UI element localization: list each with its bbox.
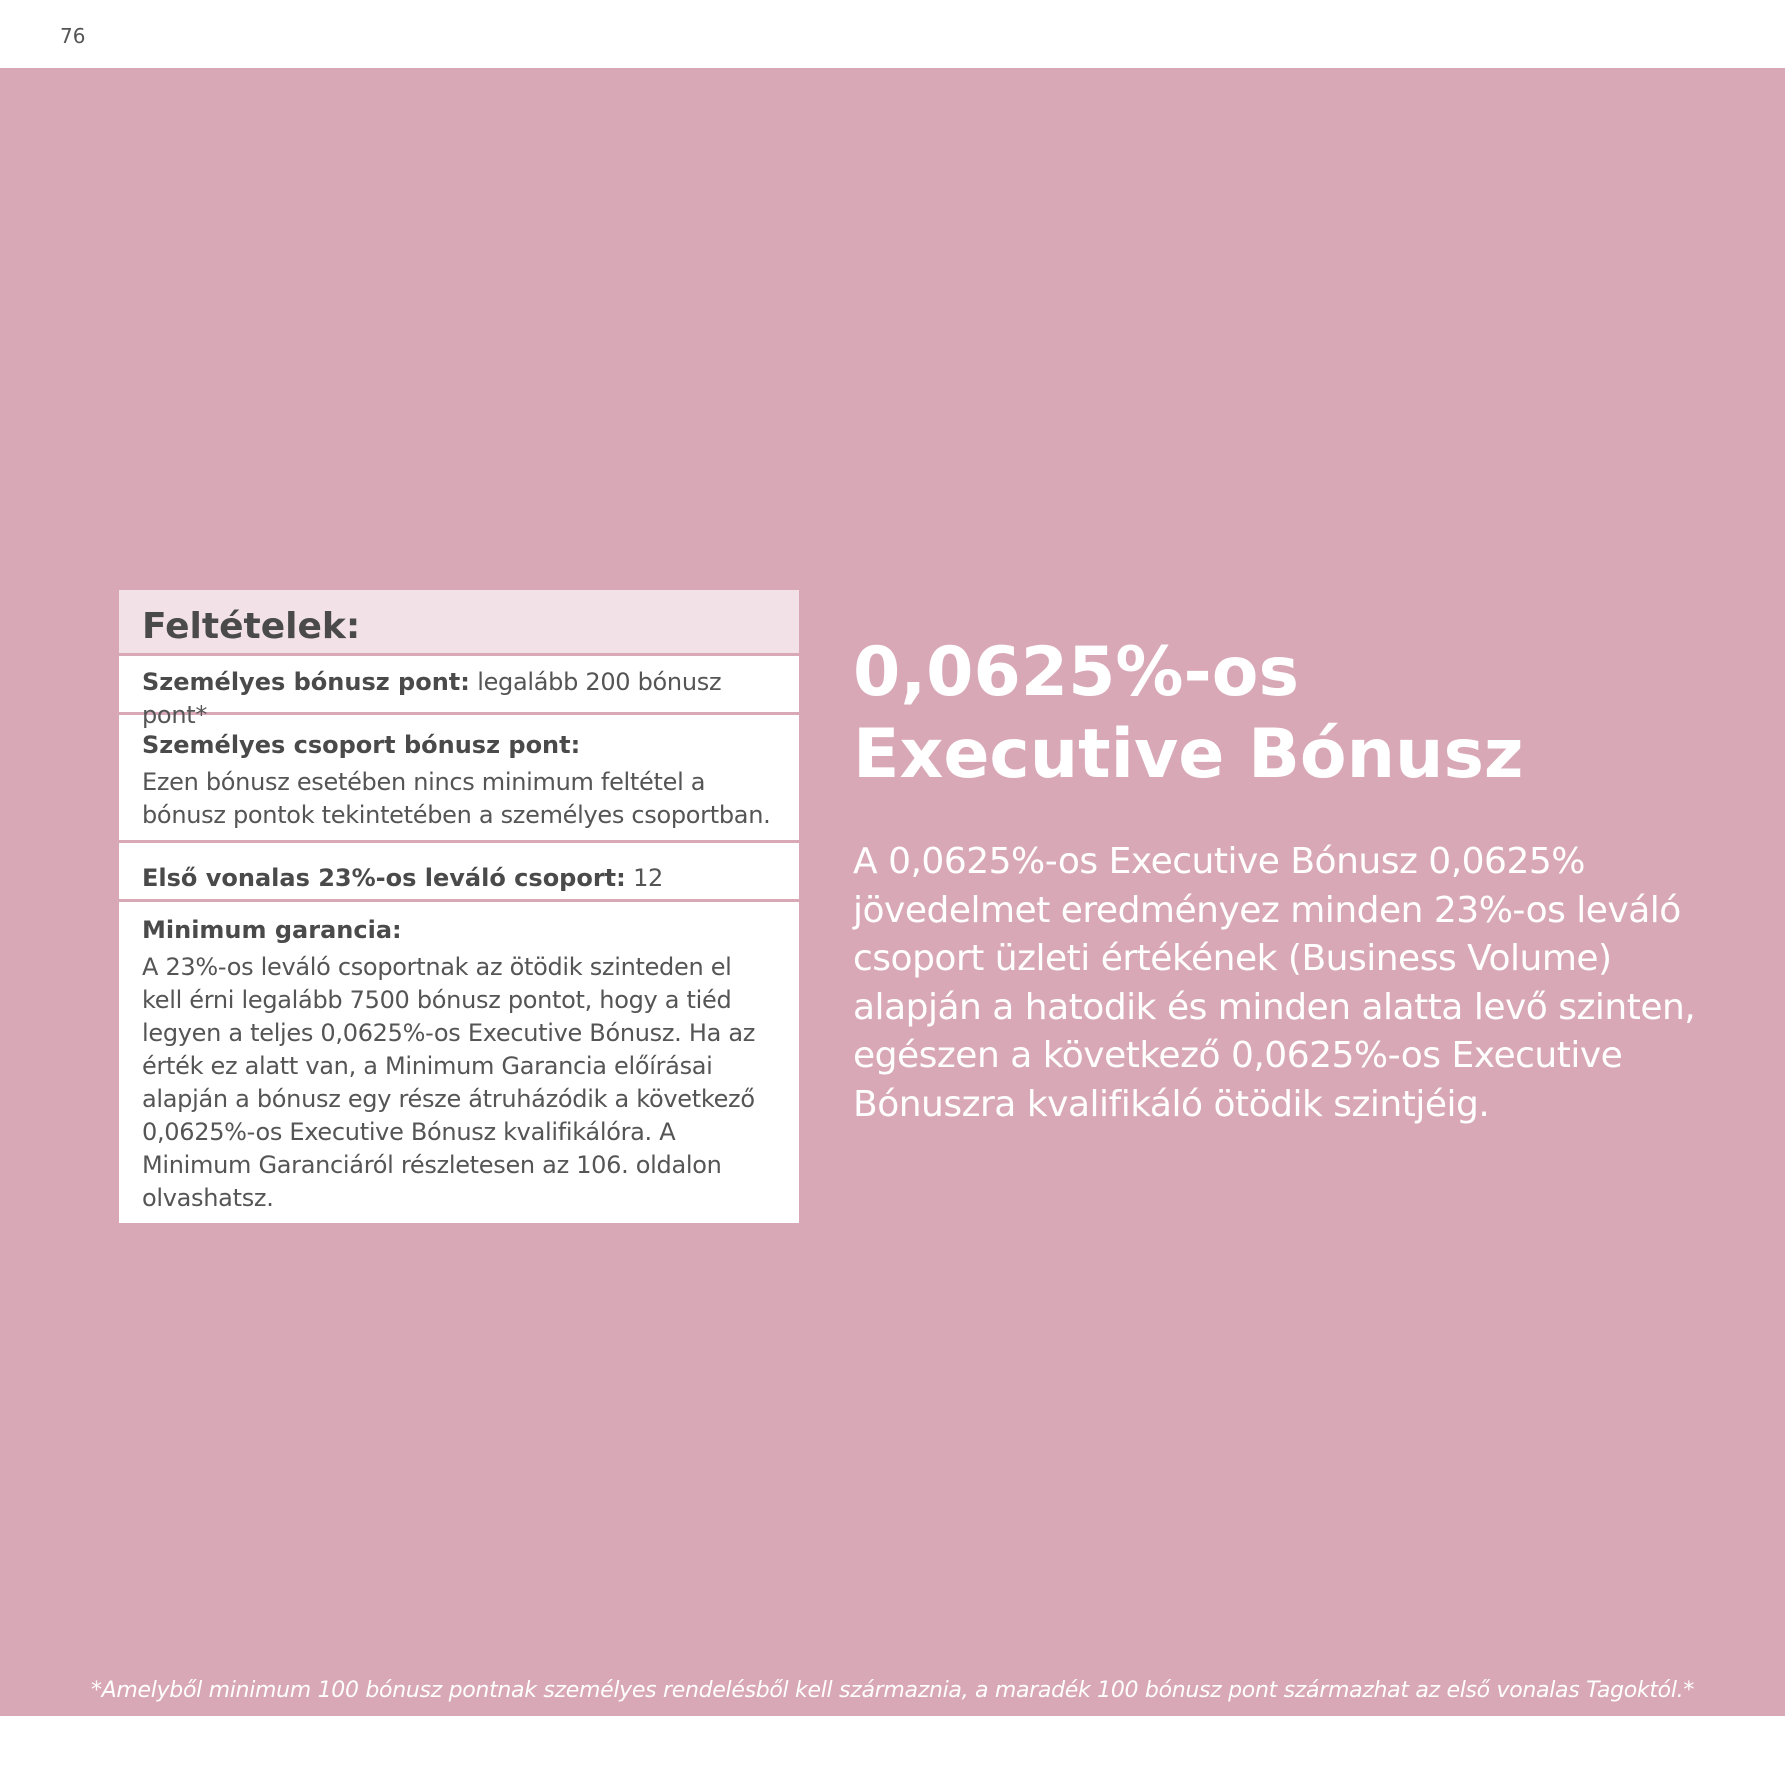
page-number: 76: [60, 24, 86, 48]
group-points-text: Ezen bónusz esetében nincs minimum feltétel a bónusz pontok tekintetében a személyes csoportban.: [142, 768, 771, 829]
conditions-header: [119, 590, 799, 656]
conditions-title: Feltételek:: [142, 606, 361, 647]
first-line-label: Első vonalas 23%-os leváló csoport:: [142, 864, 626, 892]
bonus-title: 0,0625%-os Executive Bónusz: [853, 633, 1524, 794]
condition-minimum-guarantee: [119, 902, 799, 1223]
condition-personal-points: [119, 656, 799, 729]
condition-group-points: [119, 715, 799, 843]
personal-points-label: Személyes bónusz pont:: [142, 668, 470, 696]
conditions-box: [119, 590, 799, 1223]
minimum-guarantee-label: Minimum garancia:: [142, 916, 402, 944]
minimum-guarantee-text: A 23%-os leváló csoportnak az ötödik szinteden el kell érni legalább 7500 bónusz pontot, hogy a tiéd legyen a teljes 0,0625%-os Executive Bónusz. Ha az érték ez alatt van, a Minimum Garancia előírásai alapján a bónusz egy része átruházódik a következő 0,0625%-os Executive Bónusz kvalifikálóra. A Minimum Garanciáról részletesen az 106. oldalon olvashatsz.: [142, 953, 756, 1212]
footnote: *Amelyből minimum 100 bónusz pontnak személyes rendelésből kell származnia, a maradék 100 bónusz pont származhat az első vonalas Tagoktól.*: [90, 1678, 1695, 1703]
group-points-label: Személyes csoport bónusz pont:: [142, 731, 581, 759]
first-line-value: 12: [625, 864, 664, 892]
condition-first-line: [119, 843, 799, 902]
personal-points-value: legalább 200 bónusz pont*: [142, 668, 722, 729]
bonus-description: A 0,0625%-os Executive Bónusz 0,0625% jövedelmet eredményez minden 23%-os leváló csoport üzleti értékének (Business Volume) alapján a hatodik és minden alatta levő szinten, egészen a következő 0,0625%-os Executive Bónuszra kvalifikáló ötödik szintjéig.: [853, 841, 1696, 1125]
